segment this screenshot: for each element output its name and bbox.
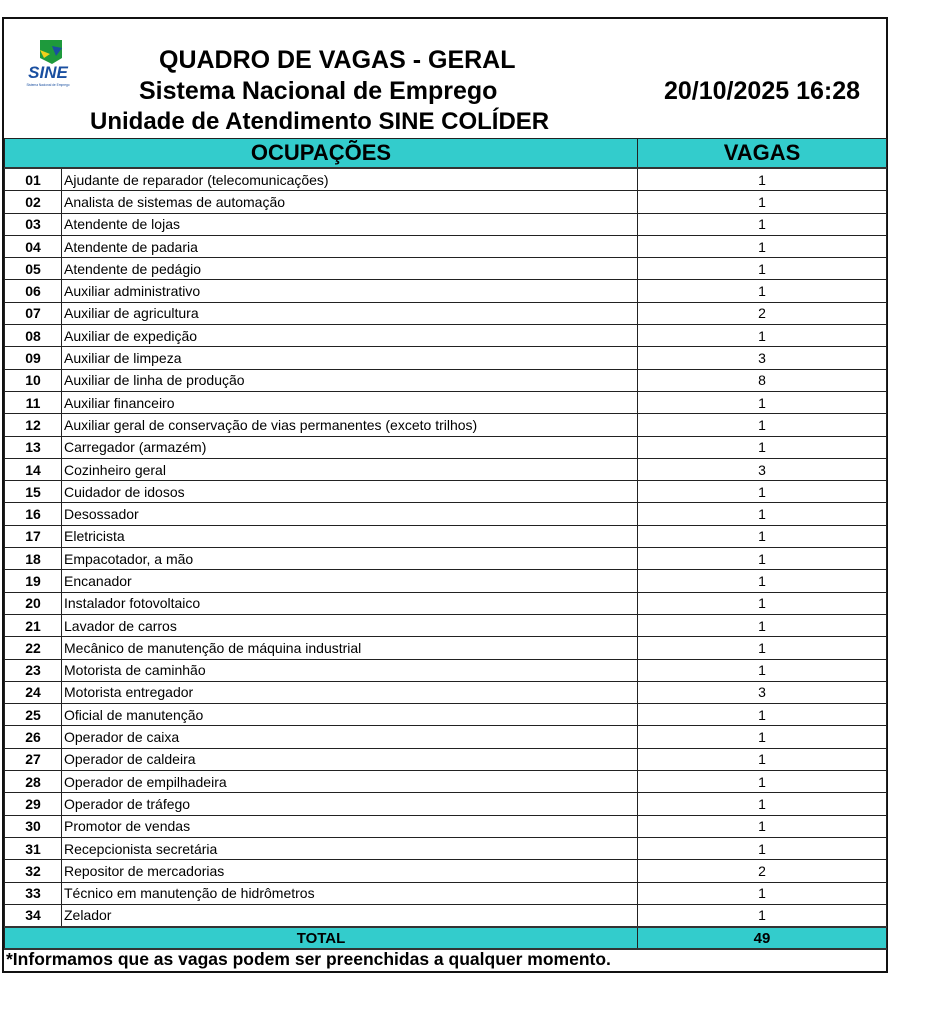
table-row	[5, 681, 887, 703]
table-row	[5, 525, 887, 547]
vacancy-count: 1	[638, 637, 887, 659]
table-row	[5, 904, 887, 927]
table-row	[5, 882, 887, 904]
occupation-name: Técnico em manutenção de hidrômetros	[62, 882, 638, 904]
row-number: 31	[5, 837, 62, 859]
vacancy-count: 8	[638, 369, 887, 391]
row-number: 06	[5, 280, 62, 302]
table-row	[5, 726, 887, 748]
table-row	[5, 570, 887, 592]
table-row	[5, 548, 887, 570]
row-number: 26	[5, 726, 62, 748]
job-board-sheet	[2, 17, 888, 973]
row-number: 09	[5, 347, 62, 369]
vacancy-count: 1	[638, 793, 887, 815]
logo-subtext: Sistema Nacional de Emprego	[26, 83, 70, 87]
total-row	[5, 927, 887, 949]
row-number: 29	[5, 793, 62, 815]
table-row	[5, 369, 887, 391]
occupation-name: Eletricista	[62, 525, 638, 547]
occupation-name: Atendente de lojas	[62, 213, 638, 235]
vacancy-count: 1	[638, 168, 887, 191]
table-row	[5, 659, 887, 681]
vacancy-count: 1	[638, 570, 887, 592]
row-number: 22	[5, 637, 62, 659]
table-row	[5, 793, 887, 815]
row-number: 30	[5, 815, 62, 837]
row-number: 25	[5, 704, 62, 726]
vacancy-count: 1	[638, 235, 887, 257]
row-number: 32	[5, 860, 62, 882]
datetime: 20/10/2025 16:28	[664, 77, 861, 105]
row-number: 14	[5, 458, 62, 480]
occupation-name: Cuidador de idosos	[62, 481, 638, 503]
table-row	[5, 458, 887, 480]
row-number: 19	[5, 570, 62, 592]
table-header-row	[5, 139, 887, 169]
occupation-name: Analista de sistemas de automação	[62, 191, 638, 213]
table-row	[5, 614, 887, 636]
vacancy-count: 2	[638, 302, 887, 324]
occupation-name: Auxiliar de limpeza	[62, 347, 638, 369]
occupation-name: Auxiliar de expedição	[62, 325, 638, 347]
occupation-name: Encanador	[62, 570, 638, 592]
row-number: 04	[5, 235, 62, 257]
table-row	[5, 302, 887, 324]
occupation-name: Operador de empilhadeira	[62, 771, 638, 793]
table-row	[5, 704, 887, 726]
table-row	[5, 213, 887, 235]
table-row	[5, 771, 887, 793]
occupation-name: Recepcionista secretária	[62, 837, 638, 859]
occupation-name: Auxiliar financeiro	[62, 391, 638, 413]
row-number: 11	[5, 391, 62, 413]
vacancy-count: 1	[638, 748, 887, 770]
table-row	[5, 637, 887, 659]
occupation-name: Motorista de caminhão	[62, 659, 638, 681]
occupation-name: Auxiliar geral de conservação de vias permanentes (exceto trilhos)	[62, 414, 638, 436]
total-value: 49	[638, 927, 887, 949]
occupation-name: Auxiliar de linha de produção	[62, 369, 638, 391]
table-row	[5, 280, 887, 302]
vacancy-count: 1	[638, 213, 887, 235]
vacancy-count: 1	[638, 837, 887, 859]
vacancy-count: 1	[638, 325, 887, 347]
occupation-name: Promotor de vendas	[62, 815, 638, 837]
occupation-name: Oficial de manutenção	[62, 704, 638, 726]
page-subtitle: Sistema Nacional de Emprego	[139, 77, 498, 105]
sine-logo-icon	[22, 38, 74, 90]
row-number: 12	[5, 414, 62, 436]
vacancy-count: 1	[638, 659, 887, 681]
row-number: 21	[5, 614, 62, 636]
table-row	[5, 414, 887, 436]
logo-text: SINE	[28, 63, 68, 82]
occupation-name: Carregador (armazém)	[62, 436, 638, 458]
table-row	[5, 503, 887, 525]
occupation-name: Motorista entregador	[62, 681, 638, 703]
table-row	[5, 837, 887, 859]
vacancy-count: 1	[638, 704, 887, 726]
sine-logo	[22, 38, 74, 90]
table-row	[5, 860, 887, 882]
total-label: TOTAL	[5, 927, 638, 949]
row-number: 28	[5, 771, 62, 793]
vacancy-count: 1	[638, 882, 887, 904]
vacancy-count: 1	[638, 525, 887, 547]
row-number: 02	[5, 191, 62, 213]
table-row	[5, 191, 887, 213]
occupation-name: Auxiliar de agricultura	[62, 302, 638, 324]
row-number: 34	[5, 904, 62, 927]
row-number: 33	[5, 882, 62, 904]
vacancy-count: 1	[638, 280, 887, 302]
table-row	[5, 391, 887, 413]
vacancy-count: 2	[638, 860, 887, 882]
table-row	[5, 436, 887, 458]
table-row	[5, 235, 887, 257]
occupation-name: Operador de caldeira	[62, 748, 638, 770]
vacancy-count: 1	[638, 771, 887, 793]
vacancy-count: 1	[638, 548, 887, 570]
row-number: 24	[5, 681, 62, 703]
row-number: 05	[5, 258, 62, 280]
row-number: 27	[5, 748, 62, 770]
vacancy-count: 1	[638, 191, 887, 213]
vacancy-count: 1	[638, 481, 887, 503]
table-row	[5, 347, 887, 369]
vacancy-count: 1	[638, 726, 887, 748]
row-number: 15	[5, 481, 62, 503]
vacancy-count: 1	[638, 258, 887, 280]
row-number: 13	[5, 436, 62, 458]
occupation-name: Zelador	[62, 904, 638, 927]
occupation-name: Operador de caixa	[62, 726, 638, 748]
vacancy-count: 1	[638, 904, 887, 927]
vacancy-count: 1	[638, 614, 887, 636]
occupation-name: Lavador de carros	[62, 614, 638, 636]
vacancies-table	[4, 138, 887, 950]
vacancy-count: 1	[638, 414, 887, 436]
row-number: 07	[5, 302, 62, 324]
row-number: 01	[5, 168, 62, 191]
row-number: 23	[5, 659, 62, 681]
vacancy-count: 1	[638, 436, 887, 458]
occupation-name: Atendente de padaria	[62, 235, 638, 257]
occupation-name: Empacotador, a mão	[62, 548, 638, 570]
column-header-occupations: OCUPAÇÕES	[5, 139, 638, 169]
vacancy-count: 1	[638, 592, 887, 614]
table-row	[5, 815, 887, 837]
page-title: QUADRO DE VAGAS - GERAL	[159, 46, 516, 74]
occupation-name: Desossador	[62, 503, 638, 525]
table-row	[5, 748, 887, 770]
table-row	[5, 258, 887, 280]
row-number: 20	[5, 592, 62, 614]
occupation-name: Ajudante de reparador (telecomunicações)	[62, 168, 638, 191]
unit-name: Unidade de Atendimento SINE COLÍDER	[90, 108, 550, 135]
occupation-name: Operador de tráfego	[62, 793, 638, 815]
occupation-name: Auxiliar administrativo	[62, 280, 638, 302]
table-row	[5, 325, 887, 347]
row-number: 17	[5, 525, 62, 547]
header	[4, 19, 886, 138]
table-row	[5, 481, 887, 503]
vacancy-count: 1	[638, 815, 887, 837]
footnote: *Informamos que as vagas podem ser preenchidas a qualquer momento.	[6, 949, 611, 969]
row-number: 10	[5, 369, 62, 391]
table-row	[5, 168, 887, 191]
row-number: 18	[5, 548, 62, 570]
row-number: 08	[5, 325, 62, 347]
occupation-name: Repositor de mercadorias	[62, 860, 638, 882]
vacancy-count: 3	[638, 681, 887, 703]
occupation-name: Atendente de pedágio	[62, 258, 638, 280]
row-number: 16	[5, 503, 62, 525]
vacancy-count: 3	[638, 458, 887, 480]
vacancy-count: 3	[638, 347, 887, 369]
occupation-name: Cozinheiro geral	[62, 458, 638, 480]
table-row	[5, 592, 887, 614]
vacancy-count: 1	[638, 503, 887, 525]
occupation-name: Instalador fotovoltaico	[62, 592, 638, 614]
column-header-vagas: VAGAS	[638, 139, 887, 169]
occupation-name: Mecânico de manutenção de máquina industrial	[62, 637, 638, 659]
vacancy-count: 1	[638, 391, 887, 413]
row-number: 03	[5, 213, 62, 235]
